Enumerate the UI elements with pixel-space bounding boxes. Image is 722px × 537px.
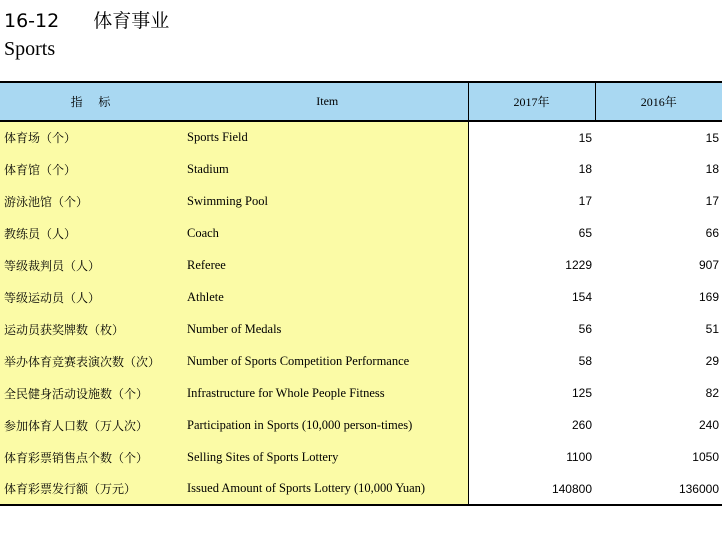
value-2016: 15 bbox=[705, 130, 719, 145]
table-header-row bbox=[0, 82, 722, 121]
row-label-en: Swimming Pool bbox=[187, 185, 468, 217]
table-row bbox=[0, 217, 722, 249]
row-label-zh: 全民健身活动设施数（个） bbox=[0, 377, 187, 409]
value-2016: 169 bbox=[698, 290, 719, 304]
row-label-en: Number of Medals bbox=[187, 313, 468, 345]
table-title-en: Sports bbox=[4, 38, 56, 60]
table-row bbox=[0, 281, 722, 313]
row-label-zh: 参加体育人口数（万人次） bbox=[0, 409, 187, 441]
column-header-2017: 2017年 bbox=[468, 82, 595, 121]
value-2016: 240 bbox=[698, 418, 719, 432]
row-label-zh: 等级裁判员（人） bbox=[0, 249, 187, 281]
column-header-indicator: 指 标 bbox=[0, 82, 187, 121]
row-label-zh: 体育场（个） bbox=[0, 121, 187, 153]
row-label-en: Infrastructure for Whole People Fitness bbox=[187, 377, 468, 409]
table-row bbox=[0, 121, 722, 153]
value-2017: 56 bbox=[578, 322, 592, 336]
table-number: 16-12 bbox=[4, 10, 60, 32]
value-2016: 18 bbox=[705, 162, 719, 176]
value-2017: 1229 bbox=[565, 258, 592, 272]
row-label-zh: 运动员获奖牌数（枚） bbox=[0, 313, 187, 345]
column-header-2016: 2016年 bbox=[595, 82, 722, 121]
row-label-en: Participation in Sports (10,000 person-times) bbox=[187, 409, 468, 441]
table-title-zh-text: 体育事业 bbox=[93, 10, 170, 32]
value-2016: 907 bbox=[698, 258, 719, 272]
row-label-zh: 举办体育竞赛表演次数（次） bbox=[0, 345, 187, 377]
value-2017: 1100 bbox=[566, 450, 592, 464]
row-label-zh: 体育彩票销售点个数（个） bbox=[0, 441, 187, 473]
table-row bbox=[0, 345, 722, 377]
value-2017: 260 bbox=[571, 418, 592, 432]
row-label-en: Referee bbox=[187, 249, 468, 281]
row-label-zh: 等级运动员（人） bbox=[0, 281, 187, 313]
value-2016: 1050 bbox=[692, 450, 719, 464]
table-row bbox=[0, 441, 722, 473]
row-label-en: Number of Sports Competition Performance bbox=[187, 345, 468, 377]
value-2017: 140800 bbox=[468, 473, 595, 505]
value-2017: 65 bbox=[578, 226, 592, 240]
table-title-zh bbox=[4, 6, 169, 33]
value-2017: 18 bbox=[578, 162, 592, 176]
value-2016: 136000 bbox=[595, 473, 722, 505]
value-2017: 154 bbox=[571, 290, 592, 304]
table-row bbox=[0, 473, 722, 505]
row-label-en: Stadium bbox=[187, 153, 468, 185]
row-label-zh: 体育馆（个） bbox=[0, 153, 187, 185]
value-2017: 15 bbox=[578, 130, 592, 145]
value-2016: 29 bbox=[705, 354, 719, 368]
value-2016: 17 bbox=[705, 194, 719, 208]
row-label-zh: 游泳池馆（个） bbox=[0, 185, 187, 217]
table-row bbox=[0, 409, 722, 441]
row-label-zh: 教练员（人） bbox=[0, 217, 187, 249]
value-2016: 51 bbox=[705, 322, 719, 336]
value-2016: 66 bbox=[705, 226, 719, 240]
table-row bbox=[0, 185, 722, 217]
row-label-en: Sports Field bbox=[187, 121, 468, 153]
table-row bbox=[0, 313, 722, 345]
row-label-en: Coach bbox=[187, 217, 468, 249]
row-label-en: Athlete bbox=[187, 281, 468, 313]
row-label-en: Selling Sites of Sports Lottery bbox=[187, 441, 468, 473]
table-row bbox=[0, 153, 722, 185]
row-label-en: Issued Amount of Sports Lottery (10,000 Yuan) bbox=[187, 473, 468, 505]
row-label-zh: 体育彩票发行额（万元） bbox=[0, 473, 187, 505]
value-2017: 17 bbox=[578, 194, 592, 208]
value-2016: 82 bbox=[705, 386, 719, 400]
sports-table bbox=[0, 81, 722, 506]
value-2017: 125 bbox=[571, 386, 592, 400]
value-2017: 58 bbox=[578, 354, 592, 368]
table-row bbox=[0, 377, 722, 409]
column-header-item: Item bbox=[187, 82, 468, 121]
table-row bbox=[0, 249, 722, 281]
